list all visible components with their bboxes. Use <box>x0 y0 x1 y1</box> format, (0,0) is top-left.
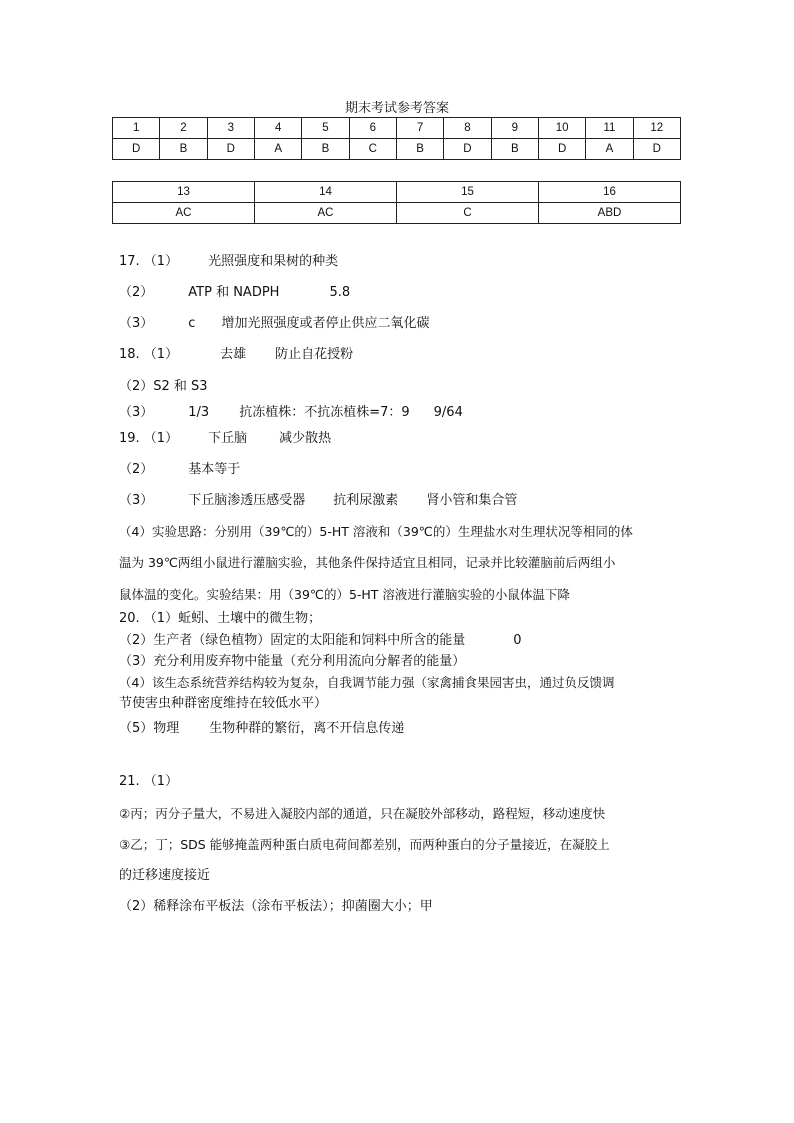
answer-text: （2）S2 和 S3 <box>119 379 208 394</box>
q19-line-4: （4）实验思路：分别用（39℃的）5-HT 溶液和（39℃的）生理盐水对生理状况等相同的体 <box>119 524 633 539</box>
table-cell: B <box>491 139 538 160</box>
table-cell: A <box>254 139 301 160</box>
answer-text: 光照强度和果树的种类 <box>208 254 339 269</box>
q21-line-3: ③乙；丁；SDS 能够掩盖两种蛋白质电荷间都差别，而两种蛋白的分子量接近，在凝胶上 <box>119 837 610 852</box>
answer-label: （2） <box>119 285 154 300</box>
table-cell: D <box>207 139 254 160</box>
table-cell: 14 <box>255 182 397 203</box>
table-cell: 8 <box>444 118 491 139</box>
answer-text: 减少散热 <box>279 431 332 446</box>
table-cell: 6 <box>349 118 396 139</box>
answer-value: 0 <box>513 633 522 648</box>
table-row-answers <box>113 139 681 160</box>
q20-line-6 <box>119 721 404 737</box>
answer-text: 抗冻植株：不抗冻植株=7：9 <box>239 405 410 420</box>
q19-line-2 <box>119 462 240 478</box>
table-cell: 12 <box>633 118 680 139</box>
table-cell: D <box>633 139 680 160</box>
table-cell: C <box>349 139 396 160</box>
answer-value: 5.8 <box>329 285 351 300</box>
table-cell: 2 <box>160 118 207 139</box>
answer-table-2 <box>112 181 681 224</box>
table-cell: D <box>444 139 491 160</box>
page-title: 期末考试参考答案 <box>344 101 449 116</box>
q17-line-2 <box>119 285 350 301</box>
table-row-answers <box>113 203 681 224</box>
answer-value: 9/64 <box>433 405 463 420</box>
answer-label: （5）物理 <box>119 721 180 736</box>
q19-line-1 <box>119 431 331 447</box>
answer-text: 生物种群的繁衍，离不开信息传递 <box>209 721 405 736</box>
table-cell: 11 <box>586 118 633 139</box>
table-cell: B <box>302 139 349 160</box>
answer-text: （2）生产者（绿色植物）固定的太阳能和饲料中所含的能量 <box>119 633 466 648</box>
q21-line-4: 的迁移速度接近 <box>119 868 211 883</box>
table-cell: 13 <box>113 182 255 203</box>
table-cell: 7 <box>396 118 443 139</box>
answer-text: 下丘脑渗透压感受器 <box>188 493 306 508</box>
answer-text: c <box>188 316 196 331</box>
table-cell: 3 <box>207 118 254 139</box>
q18-line-2 <box>119 379 208 395</box>
table-cell: AC <box>255 203 397 224</box>
q18-line-3 <box>119 405 463 421</box>
answer-label: （3） <box>119 405 154 420</box>
table-cell: ABD <box>539 203 681 224</box>
q21-line-2: ②丙；丙分子量大，不易进入凝胶内部的通道，只在凝胶外部移动，路程短，移动速度快 <box>119 806 606 821</box>
q21-line-5: （2）稀释涂布平板法（涂布平板法）；抑菌圈大小；甲 <box>119 899 433 914</box>
table-cell: 4 <box>254 118 301 139</box>
table-row-numbers <box>113 118 681 139</box>
q17-line-3 <box>119 316 429 332</box>
q20-line-3: （3）充分利用废弃物中能量（充分利用流向分解者的能量） <box>119 654 466 669</box>
table-cell: 15 <box>397 182 539 203</box>
answer-text: 抗利尿激素 <box>333 493 399 508</box>
q20-line-5: 节使害虫种群密度维持在较低水平） <box>119 696 328 711</box>
answer-label: （2） <box>119 462 154 477</box>
answer-text: 增加光照强度或者停止供应二氧化碳 <box>221 316 430 331</box>
answer-label: 19. （1） <box>119 431 179 446</box>
q17-line-1 <box>119 254 338 270</box>
q20-line-2 <box>119 633 522 649</box>
table-cell: B <box>160 139 207 160</box>
q20-line-4: （4）该生态系统营养结构较为复杂，自我调节能力强（家禽捕食果园害虫，通过负反馈调 <box>119 675 615 690</box>
answer-label: （3） <box>119 316 154 331</box>
answer-label: 18. （1） <box>119 347 179 362</box>
table-cell: B <box>396 139 443 160</box>
answer-label: 17. （1） <box>119 254 179 269</box>
answer-text: 基本等于 <box>188 462 241 477</box>
answer-text: 防止自花授粉 <box>275 347 354 362</box>
answer-table-1 <box>112 117 681 160</box>
q18-line-1 <box>119 347 353 363</box>
q19-line-6: 鼠体温的变化。实验结果：用（39℃的）5-HT 溶液进行灌脑实验的小鼠体温下降 <box>119 587 570 602</box>
table-cell: D <box>113 139 160 160</box>
table-cell: 10 <box>538 118 585 139</box>
table-cell: 9 <box>491 118 538 139</box>
answer-text: 下丘脑 <box>208 431 248 446</box>
answer-text: 肾小管和集合管 <box>426 493 518 508</box>
q21-line-1: 21. （1） <box>119 774 179 789</box>
table-cell: 16 <box>539 182 681 203</box>
table-cell: 1 <box>113 118 160 139</box>
answer-text: 去雄 <box>220 347 247 362</box>
q19-line-5: 温为 39℃两组小鼠进行灌脑实验，其他条件保持适宜且相同，记录并比较灌脑前后两组小 <box>119 555 616 570</box>
table-row-numbers <box>113 182 681 203</box>
table-cell: D <box>538 139 585 160</box>
answer-value: 1/3 <box>188 405 210 420</box>
table-cell: AC <box>113 203 255 224</box>
q20-line-1: 20. （1）蚯蚓、土壤中的微生物； <box>119 611 322 626</box>
table-cell: C <box>397 203 539 224</box>
table-cell: A <box>586 139 633 160</box>
table-cell: 5 <box>302 118 349 139</box>
answer-text: ATP 和 NADPH <box>188 285 280 300</box>
answer-label: （3） <box>119 493 154 508</box>
q19-line-3 <box>119 493 517 509</box>
